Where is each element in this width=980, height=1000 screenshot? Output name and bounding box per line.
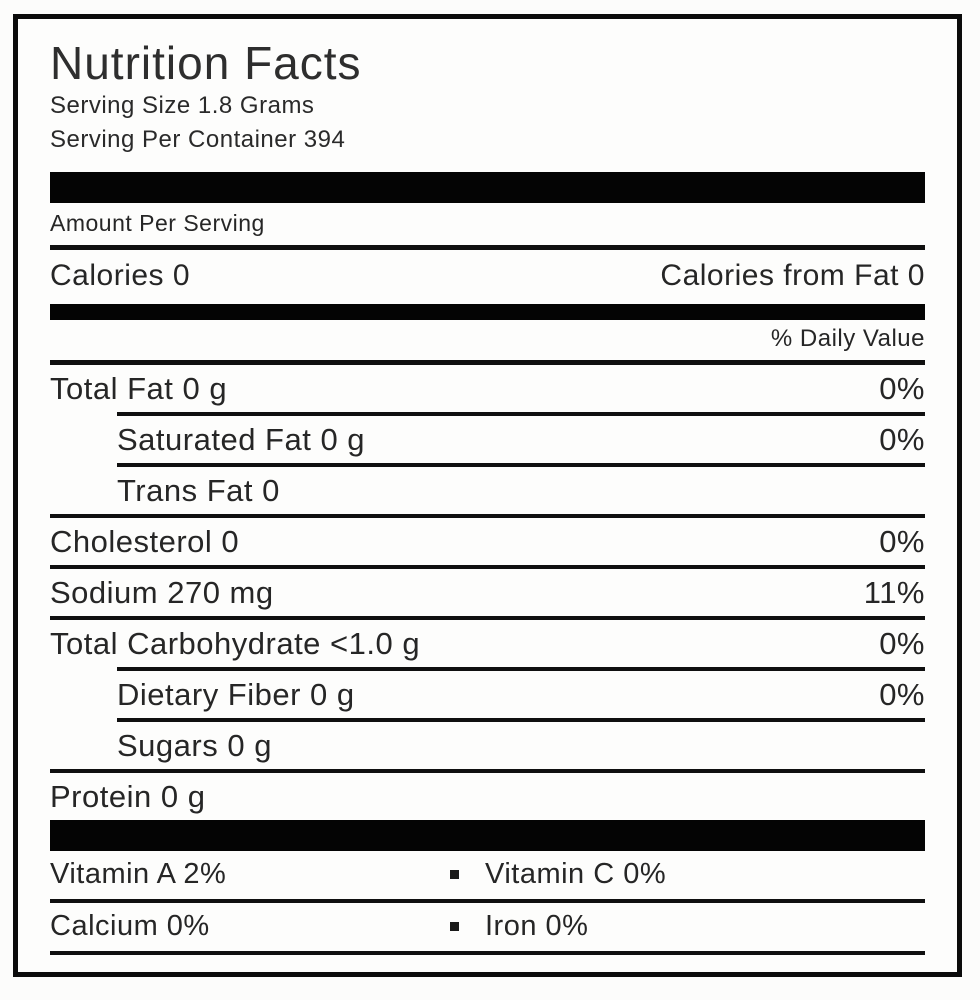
nutrient-dv: 0% xyxy=(879,626,925,661)
bullet-icon xyxy=(450,922,459,931)
nutrient-row-cholesterol xyxy=(50,518,925,565)
nutrient-name: Dietary Fiber 0 g xyxy=(117,677,355,712)
iron-value: Iron 0% xyxy=(485,910,589,942)
nutrient-name: Cholesterol 0 xyxy=(50,524,240,559)
separator-bar-calories xyxy=(50,304,925,320)
daily-value-header: % Daily Value xyxy=(770,325,925,352)
amount-per-serving-label: Amount Per Serving xyxy=(50,210,265,236)
nutrient-dv: 0% xyxy=(879,422,925,457)
calories-from-fat: Calories from Fat 0 xyxy=(660,259,925,292)
vitamin-a-value: Vitamin A 2% xyxy=(50,858,227,890)
separator-bar-top xyxy=(50,172,925,203)
separator-bar-bottom xyxy=(50,820,925,851)
nutrition-label-frame xyxy=(13,14,962,977)
nutrient-name: Saturated Fat 0 g xyxy=(117,422,366,457)
nutrient-dv: 0% xyxy=(879,371,925,406)
nutrient-row-protein xyxy=(50,773,925,820)
micronutrient-row-vitamins xyxy=(50,851,925,899)
nutrient-name: Total Fat 0 g xyxy=(50,371,228,406)
nutrient-dv: 0% xyxy=(879,677,925,712)
vitamin-c-value: Vitamin C 0% xyxy=(485,858,667,890)
nutrient-name: Total Carbohydrate <1.0 g xyxy=(50,626,421,661)
nutrient-row-total-fat xyxy=(50,365,925,412)
calcium-value: Calcium 0% xyxy=(50,910,210,942)
nutrient-row-sodium xyxy=(50,569,925,616)
servings-per-container: Serving Per Container 394 xyxy=(50,126,346,153)
micronutrient-row-minerals xyxy=(50,903,925,951)
calories-row xyxy=(50,250,925,304)
nutrient-name: Sodium 270 mg xyxy=(50,575,274,610)
rule-after-minerals xyxy=(50,951,925,955)
nutrient-row-saturated-fat xyxy=(50,416,925,463)
label-title: Nutrition Facts xyxy=(50,37,362,89)
calories-value: Calories 0 xyxy=(50,259,191,292)
nutrient-row-total-carbohydrate xyxy=(50,620,925,667)
nutrition-label-content xyxy=(18,19,957,972)
nutrient-name: Trans Fat 0 xyxy=(117,473,280,508)
nutrient-name: Sugars 0 g xyxy=(117,728,272,763)
nutrient-dv: 11% xyxy=(863,575,925,610)
nutrient-row-trans-fat xyxy=(50,467,925,514)
serving-size: Serving Size 1.8 Grams xyxy=(50,92,315,119)
nutrient-row-dietary-fiber xyxy=(50,671,925,718)
nutrient-dv: 0% xyxy=(879,524,925,559)
bullet-icon xyxy=(450,870,459,879)
nutrient-name: Protein 0 g xyxy=(50,779,206,814)
nutrient-row-sugars xyxy=(50,722,925,769)
